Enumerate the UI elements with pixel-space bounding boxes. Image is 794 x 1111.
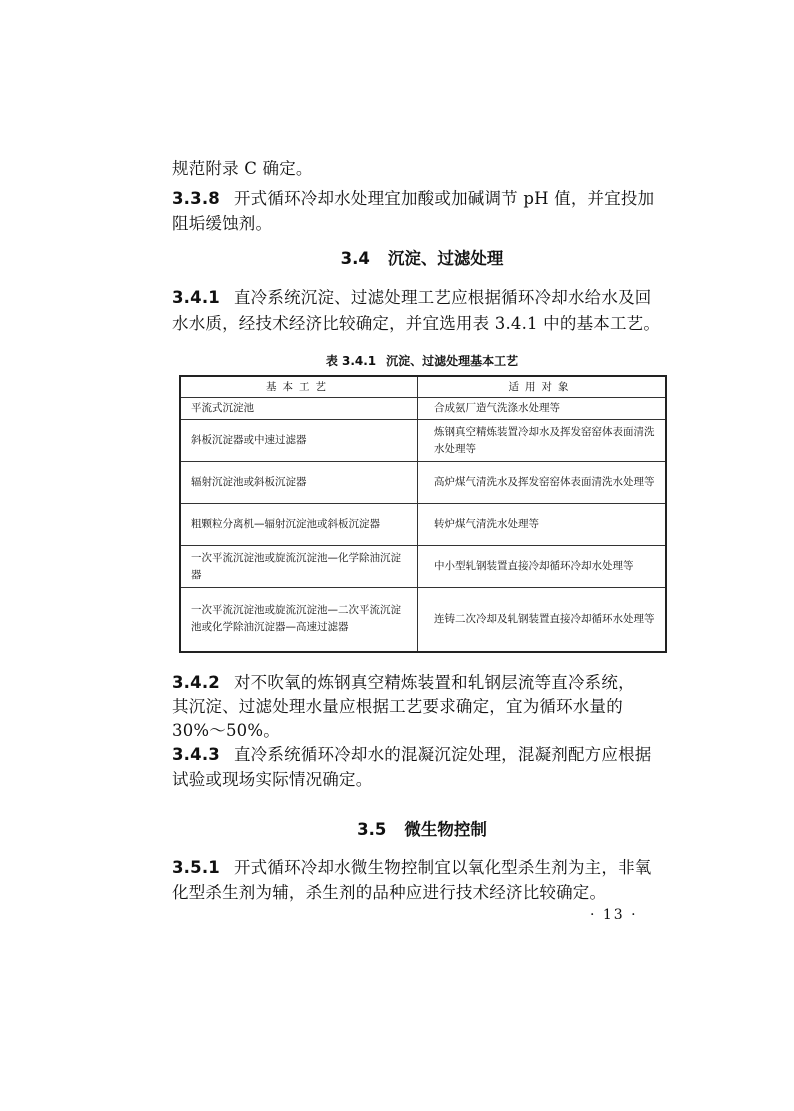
section-title: 微生物控制 — [404, 820, 487, 839]
table-row — [180, 546, 666, 588]
table-number: 表 3.4.1 — [325, 354, 377, 368]
table-header-row — [180, 376, 666, 398]
section-number: 3.5 — [357, 820, 387, 839]
clause-text: 对不吹氧的炼钢真空精炼装置和轧钢层流等直冷系统， — [233, 673, 635, 692]
clause-3-4-1-line1 — [172, 286, 672, 310]
clause-3-4-3-line2: 试验或现场实际情况确定。 — [172, 770, 373, 789]
table-row — [180, 462, 666, 504]
clause-3-3-8-line2: 阻垢缓蚀剂。 — [172, 214, 273, 233]
clause-3-5-1-line1 — [172, 856, 672, 880]
object-cell: 转炉煤气清洗水处理等 — [418, 504, 667, 546]
clause-3-4-2-line1 — [172, 671, 672, 695]
process-cell: 一次平流沉淀池或旋流沉淀池—化学除油沉淀器 — [180, 546, 418, 588]
clause-3-5-1-line2: 化型杀生剂为辅，杀生剂的品种应进行技术经济比较确定。 — [172, 883, 607, 902]
section-number: 3.4 — [340, 249, 370, 268]
object-cell: 连铸二次冷却及轧钢装置直接冷却循环水处理等 — [418, 588, 667, 652]
table-caption — [172, 353, 672, 369]
clause-text: 开式循环冷却水处理宜加酸或加碱调节 pH 值，并宜投加 — [233, 189, 655, 208]
process-cell: 粗颗粒分离机—辐射沉淀池或斜板沉淀器 — [180, 504, 418, 546]
clause-text: 直冷系统沉淀、过滤处理工艺应根据循环冷却水给水及回 — [233, 288, 652, 307]
clause-number: 3.5.1 — [172, 858, 220, 877]
object-cell: 炼钢真空精炼装置冷却水及挥发窑窑体表面清洗水处理等 — [418, 420, 667, 462]
clause-number: 3.4.2 — [172, 673, 220, 692]
header-process: 基本工艺 — [180, 376, 418, 398]
table-row — [180, 588, 666, 652]
clause-3-3-8-line1 — [172, 187, 672, 211]
clause-3-4-2-line2: 其沉淀、过滤处理水量应根据工艺要求确定，宜为循环水量的 — [172, 697, 623, 716]
table-title: 沉淀、过滤处理基本工艺 — [386, 354, 519, 368]
clause-number: 3.3.8 — [172, 189, 220, 208]
clause-text: 开式循环冷却水微生物控制宜以氧化型杀生剂为主，非氧 — [233, 858, 652, 877]
clause-3-4-2-line3: 30%～50%。 — [172, 721, 280, 740]
process-table — [179, 375, 667, 653]
object-cell: 高炉煤气清洗水及挥发窑窑体表面清洗水处理等 — [418, 462, 667, 504]
process-cell: 平流式沉淀池 — [180, 398, 418, 420]
process-cell: 斜板沉淀器或中速过滤器 — [180, 420, 418, 462]
section-title: 沉淀、过滤处理 — [387, 249, 504, 268]
process-cell: 一次平流沉淀池或旋流沉淀池—二次平流沉淀池或化学除油沉淀器—高速过滤器 — [180, 588, 418, 652]
intro-line: 规范附录 C 确定。 — [172, 159, 313, 178]
object-cell: 合成氨厂造气洗涤水处理等 — [418, 398, 667, 420]
process-cell: 辐射沉淀池或斜板沉淀器 — [180, 462, 418, 504]
table-row — [180, 398, 666, 420]
clause-number: 3.4.3 — [172, 745, 220, 764]
object-cell: 中小型轧钢装置直接冷却循环冷却水处理等 — [418, 546, 667, 588]
clause-text: 直冷系统循环冷却水的混凝沉淀处理，混凝剂配方应根据 — [233, 745, 652, 764]
table-row — [180, 420, 666, 462]
table-row — [180, 504, 666, 546]
page-number: · 13 · — [590, 907, 638, 923]
header-object: 适用对象 — [418, 376, 667, 398]
section-heading-3-5 — [172, 818, 672, 842]
clause-number: 3.4.1 — [172, 288, 220, 307]
section-heading-3-4 — [172, 247, 672, 271]
clause-3-4-1-line2: 水水质，经技术经济比较确定，并宜选用表 3.4.1 中的基本工艺。 — [172, 314, 661, 333]
clause-3-4-3-line1 — [172, 743, 672, 767]
